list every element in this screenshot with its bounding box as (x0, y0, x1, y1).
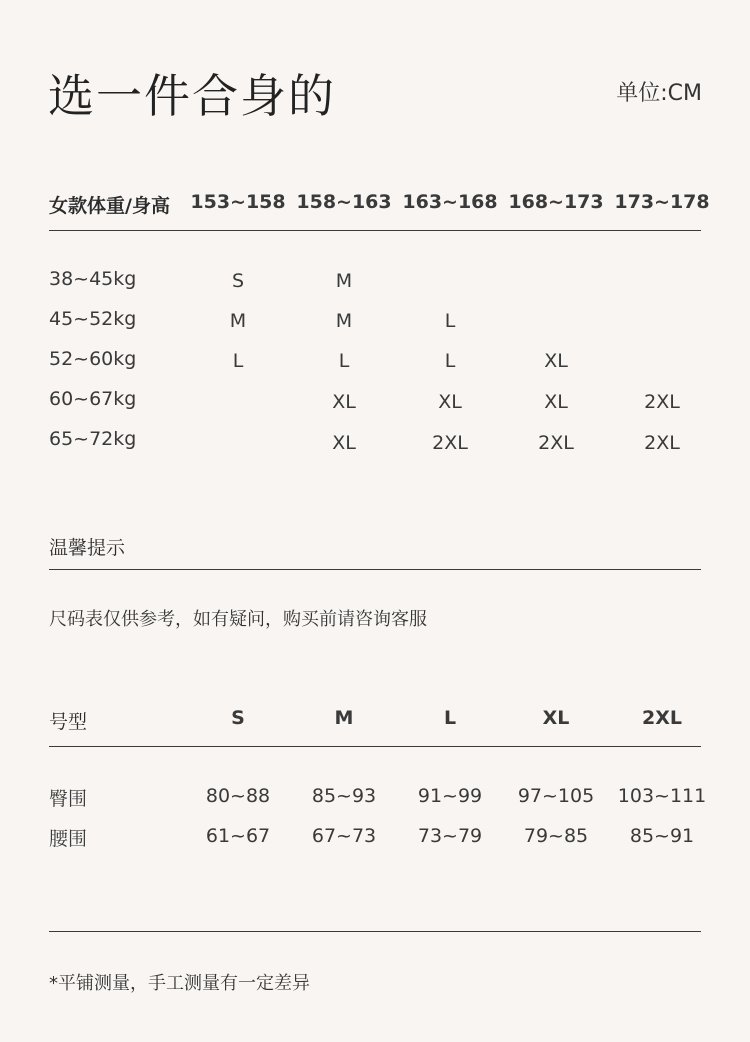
size-cell: S (231, 270, 245, 292)
height-header: 163~168 (402, 191, 498, 213)
measure-cell: 97~105 (517, 785, 595, 807)
measure-cell: 91~99 (417, 785, 483, 807)
measure-cell: 103~111 (617, 785, 707, 807)
tips-text: 尺码表仅供参考，如有疑问，购买前请咨询客服 (49, 609, 427, 630)
size-cell: L (444, 350, 456, 372)
size-cell: 2XL (644, 391, 680, 413)
size-cell: L (444, 310, 456, 332)
fit-table-corner-header: 女款体重/身高 (49, 195, 170, 217)
weight-label: 60~67kg (49, 388, 137, 410)
size-cell: L (338, 350, 350, 372)
measure-label-waist: 腰围 (49, 828, 88, 850)
divider (49, 230, 701, 231)
unit-label: 单位:CM (616, 81, 702, 106)
size-header: L (443, 707, 457, 729)
height-header: 153~158 (190, 191, 286, 213)
height-header: 158~163 (296, 191, 392, 213)
measure-cell: 73~79 (417, 825, 483, 847)
tips-heading: 温馨提示 (49, 537, 126, 559)
divider (49, 746, 701, 747)
weight-label: 65~72kg (49, 428, 137, 450)
measure-table-corner-header: 号型 (49, 711, 88, 733)
weight-label: 52~60kg (49, 348, 137, 370)
measure-cell: 85~91 (629, 825, 695, 847)
footnote: *平铺测量，手工测量有一定差异 (49, 973, 310, 994)
size-header: S (231, 707, 245, 729)
size-cell: XL (332, 432, 356, 454)
weight-label: 38~45kg (49, 268, 137, 290)
weight-label: 45~52kg (49, 308, 137, 330)
size-cell: XL (332, 391, 356, 413)
measure-cell: 61~67 (205, 825, 271, 847)
size-cell: XL (544, 350, 568, 372)
measure-cell: 85~93 (311, 785, 377, 807)
measure-label-hip: 臀围 (49, 788, 88, 810)
page-title: 选一件合身的 (48, 69, 336, 123)
size-cell: M (335, 270, 353, 292)
measure-cell: 67~73 (311, 825, 377, 847)
height-header: 168~173 (508, 191, 604, 213)
divider (49, 931, 701, 932)
measure-cell: 80~88 (205, 785, 271, 807)
size-cell: 2XL (432, 432, 468, 454)
size-cell: XL (438, 391, 462, 413)
size-cell: 2XL (644, 432, 680, 454)
size-cell: M (229, 310, 247, 332)
size-header: 2XL (642, 707, 682, 729)
size-cell: XL (544, 391, 568, 413)
size-cell: M (335, 310, 353, 332)
divider (49, 569, 701, 570)
measure-cell: 79~85 (523, 825, 589, 847)
size-cell: L (232, 350, 244, 372)
size-cell: 2XL (538, 432, 574, 454)
size-header: XL (542, 707, 570, 729)
size-header: M (334, 707, 354, 729)
height-header: 173~178 (614, 191, 710, 213)
